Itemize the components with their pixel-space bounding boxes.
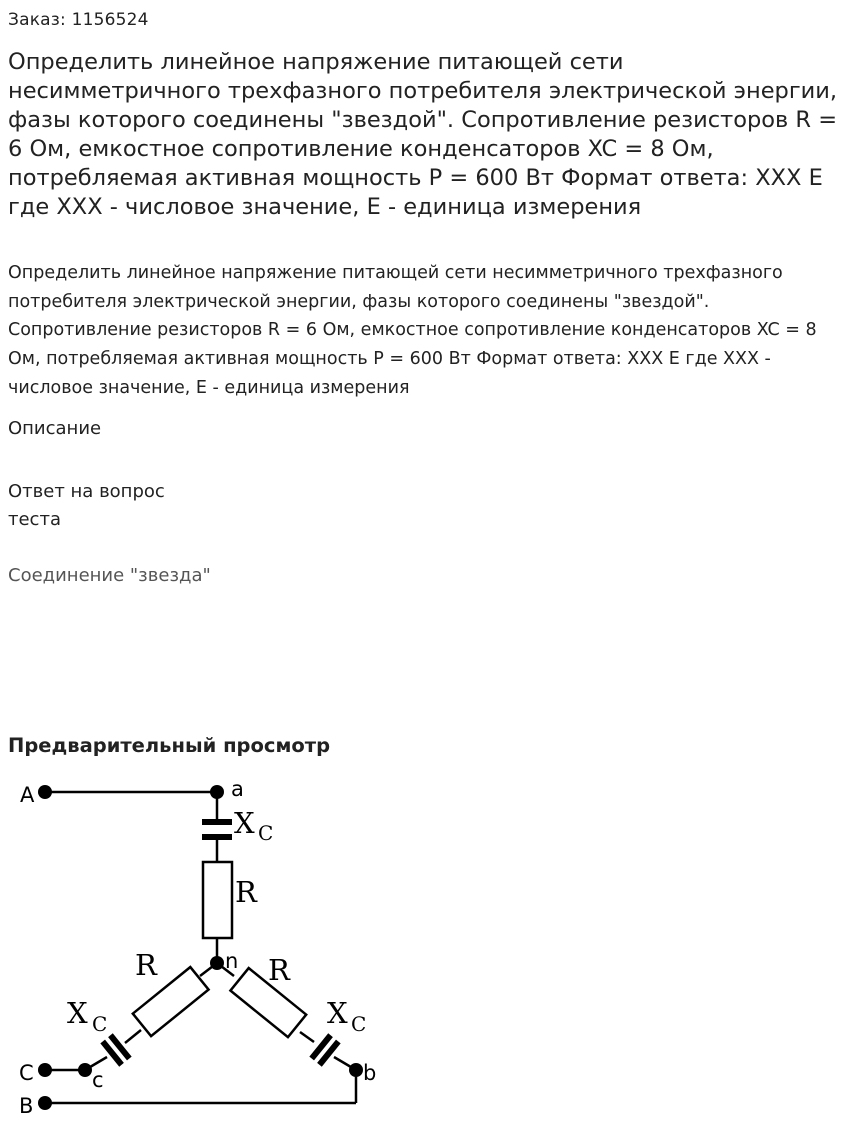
node-a-dot xyxy=(210,785,224,799)
terminal-B-label: B xyxy=(19,1094,34,1118)
node-b-label: b xyxy=(363,1061,377,1085)
terminal-C-label: C xyxy=(19,1061,34,1085)
preview-heading: Предварительный просмотр xyxy=(8,734,331,757)
node-a-label: a xyxy=(231,777,244,801)
resistor-a-label: R xyxy=(235,875,257,909)
resistor-b-label: R xyxy=(268,953,290,987)
order-number: Заказ: 1156524 xyxy=(8,10,149,30)
capacitor-a-label: X xyxy=(234,806,255,840)
terminal-C-dot xyxy=(38,1063,52,1077)
node-n-dot xyxy=(210,956,224,970)
capacitor-b-subscript: C xyxy=(351,1012,367,1036)
circuit-diagram xyxy=(0,770,400,1120)
description-heading: Описание xyxy=(8,418,102,439)
capacitor-a-subscript: C xyxy=(258,821,274,845)
terminal-A-dot xyxy=(38,785,52,799)
terminal-A-label: A xyxy=(20,783,35,807)
node-b-dot xyxy=(349,1063,363,1077)
capacitor-c-subscript: C xyxy=(92,1012,108,1036)
circuit-wires xyxy=(45,792,356,1103)
circuit-nodes xyxy=(38,785,363,1110)
work-type: Ответ на вопрос теста xyxy=(8,481,165,530)
node-c-dot xyxy=(78,1063,92,1077)
terminal-B-dot xyxy=(38,1096,52,1110)
resistor-c-label: R xyxy=(135,948,157,982)
capacitor-c-label: X xyxy=(67,996,88,1030)
node-n-label: n xyxy=(225,949,239,973)
capacitor-c xyxy=(100,1033,131,1066)
task-text: Определить линейное напряжение питающей сети несимметричного трехфазного потребителя электрической энергии, фазы которого соединены "звездой". Сопротивление резисторов R = 6 Ом, емкостное сопротивление конденсаторов XC = 8 Ом, потребляемая активная мощность P = 600 Вт Формат ответа: XXX E где XXX - числовое значение, E - единица измерения xyxy=(8,263,817,398)
capacitor-a xyxy=(202,819,232,840)
task-title: Определить линейное напряжение питающей сети несимметричного трехфазного потребителя электрической энергии, фазы которого соединены "звездой". Сопротивление резисторов R = 6 Ом, емкостное сопротивление конденсаторов XC = 8 Ом, потребляемая активная мощность P = 600 Вт Формат ответа: XXX E где XXX - числовое значение, E - единица измерения xyxy=(8,49,838,220)
capacitor-b-label: X xyxy=(327,996,348,1030)
resistor-a xyxy=(203,862,232,938)
capacitor-b xyxy=(309,1033,340,1066)
node-c-label: c xyxy=(92,1068,104,1092)
topic-link[interactable]: Соединение "звезда" xyxy=(8,565,211,586)
